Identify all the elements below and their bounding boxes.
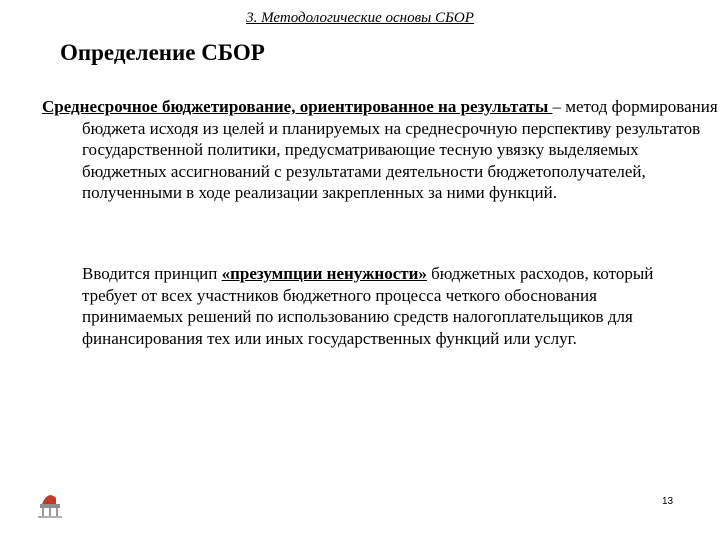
- definition-dash: –: [552, 97, 561, 116]
- principle-paragraph: [82, 263, 682, 349]
- definition-term: Среднесрочное бюджетирование, ориентированное на результаты: [42, 97, 553, 116]
- logo-dome: [42, 495, 56, 504]
- principle-term: «презумпции ненужности»: [221, 264, 427, 283]
- logo-column-left: [42, 508, 44, 516]
- logo-plinth: [38, 516, 62, 518]
- logo-base: [40, 504, 60, 508]
- logo-column-mid: [49, 508, 51, 516]
- page-title: Определение СБОР: [60, 40, 265, 65]
- section-header: 3. Методологические основы СБОР: [246, 10, 474, 26]
- definition-paragraph: [42, 96, 720, 204]
- definition-text: метод формирования бюджета исходя из целей и планируемых на среднесрочную перспективу результатов государственной политики, предусматривающие тесную увязку выделяемых бюджетных ассигнований с результатами деятельности бюджетополучателей, полученными в ходе реализации закрепленных за ними функций.: [82, 97, 718, 202]
- page-number: 13: [662, 496, 674, 507]
- building-logo-icon: [34, 488, 68, 522]
- logo-column-right: [56, 508, 58, 516]
- principle-text-after: бюджетных расходов, который требует от всех участников бюджетного процесса четкого обоснования принимаемых решений по использованию средств налогоплательщиков для финансирования тех или иных государственных функций или услуг.: [82, 264, 654, 348]
- principle-text-before: Вводится принцип: [82, 264, 222, 283]
